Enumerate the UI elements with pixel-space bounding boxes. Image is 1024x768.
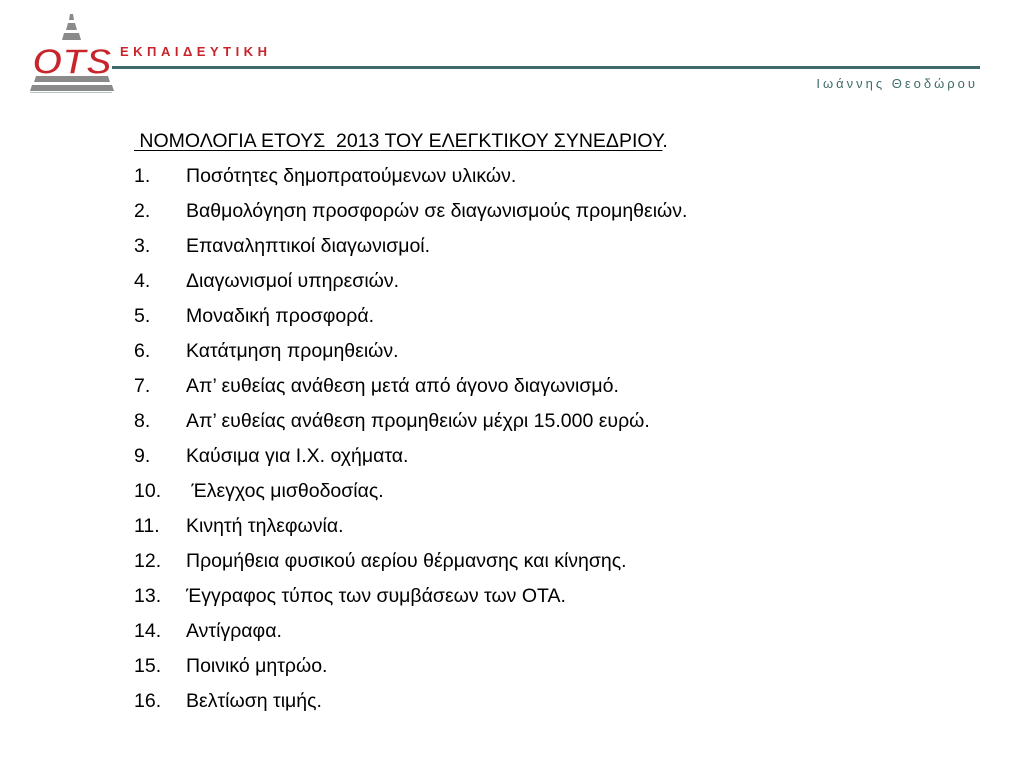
list-item-number: 9.	[134, 445, 151, 467]
header-rule	[112, 66, 980, 69]
list-item-number: 2.	[134, 200, 151, 222]
list-item	[134, 299, 994, 334]
list-item-text: Κατάτμηση προμηθειών.	[186, 340, 399, 362]
list-item-text: Έλεγχος μισθοδοσίας.	[186, 480, 384, 502]
logo-wordmark: OTS	[32, 41, 112, 82]
list-item-number: 8.	[134, 410, 151, 432]
list-item-number: 11.	[134, 515, 160, 537]
rulings-list	[134, 159, 994, 719]
list-item-text: Βαθμολόγηση προσφορών σε διαγωνισμούς προμηθειών.	[186, 200, 688, 222]
list-item-number: 15.	[134, 655, 162, 677]
list-item	[134, 474, 994, 509]
list-item-text: Προμήθεια φυσικού αερίου θέρμανσης και κίνησης.	[186, 550, 627, 572]
list-item-text: Ποινικό μητρώο.	[186, 655, 328, 677]
document-title-text: ΝΟΜΟΛΟΓΙΑ ΕΤΟΥΣ 2013 ΤΟΥ ΕΛΕΓΚΤΙΚΟΥ ΣΥΝΕΔΡΙΟΥ	[134, 130, 663, 152]
list-item-number: 7.	[134, 375, 151, 397]
list-item-number: 14.	[134, 620, 162, 642]
list-item	[134, 579, 994, 614]
ots-logo	[30, 14, 114, 94]
list-item-number: 5.	[134, 305, 151, 327]
brand-name: ΕΚΠΑΙΔΕΥΤΙΚΗ	[120, 44, 272, 59]
list-item	[134, 334, 994, 369]
list-item-number: 1.	[134, 165, 151, 187]
list-item-number: 16.	[134, 690, 162, 712]
list-item	[134, 229, 994, 264]
list-item-text: Ποσότητες δημοπρατούμενων υλικών.	[186, 165, 517, 187]
list-item-text: Αντίγραφα.	[186, 620, 282, 642]
list-item	[134, 194, 994, 229]
list-item	[134, 509, 994, 544]
list-item-number: 3.	[134, 235, 151, 257]
list-item-text: Βελτίωση τιμής.	[186, 690, 322, 712]
document-title-period: .	[662, 130, 668, 152]
list-item	[134, 159, 994, 194]
author-name: Ιωάννης Θεοδώρου	[816, 76, 978, 91]
list-item	[134, 369, 994, 404]
logo-underline-rule	[30, 92, 112, 93]
list-item-number: 12.	[134, 550, 162, 572]
slide-content	[134, 124, 994, 719]
list-item-text: Απ’ ευθείας ανάθεση μετά από άγονο διαγωνισμό.	[186, 375, 619, 397]
list-item	[134, 544, 994, 579]
list-item	[134, 439, 994, 474]
list-item-number: 10.	[134, 480, 162, 502]
list-item-text: Απ’ ευθείας ανάθεση προμηθειών μέχρι 15.000 ευρώ.	[186, 410, 650, 432]
list-item-text: Επαναληπτικοί διαγωνισμοί.	[186, 235, 431, 257]
document-title	[134, 124, 994, 159]
list-item-text: Κινητή τηλεφωνία.	[186, 515, 344, 537]
list-item-text: Μοναδική προσφορά.	[186, 305, 375, 327]
list-item	[134, 264, 994, 299]
list-item	[134, 684, 994, 719]
list-item	[134, 649, 994, 684]
list-item-number: 4.	[134, 270, 151, 292]
list-item	[134, 404, 994, 439]
list-item	[134, 614, 994, 649]
list-item-text: Έγγραφος τύπος των συμβάσεων των ΟΤΑ.	[186, 585, 566, 607]
list-item-text: Καύσιμα για Ι.Χ. οχήματα.	[186, 445, 409, 467]
list-item-number: 6.	[134, 340, 151, 362]
list-item-number: 13.	[134, 585, 162, 607]
list-item-text: Διαγωνισμοί υπηρεσιών.	[186, 270, 400, 292]
